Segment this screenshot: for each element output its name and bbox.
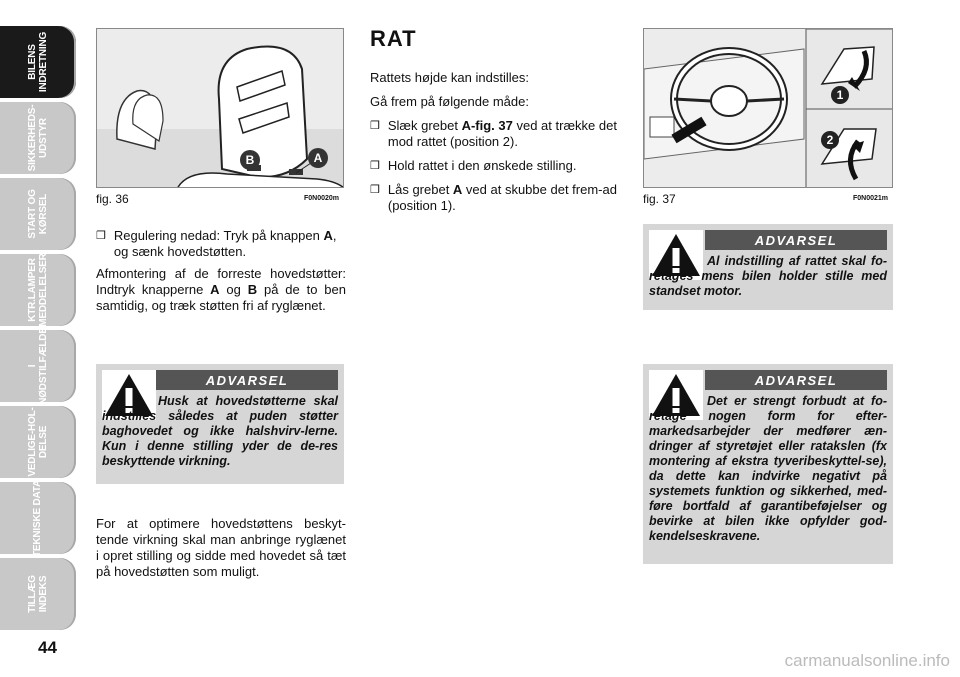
bullet-hold: ❒ Hold rattet i den ønskede stilling.	[370, 158, 577, 173]
warning-text: Al indstilling af rattet skal fo-retages mens bilen holder stille med standset motor.	[649, 254, 887, 298]
para-optimere: For at optimere hovedstøttens beskyt-tende virkning skal man anbringe ryglænet i opret stilling og sidde med hovedet så tæt på hovedstøtten som muligt.	[96, 516, 346, 579]
bullet-box-icon: ❒	[370, 184, 380, 196]
tab-bilens-indretning[interactable]: BILENS INDRETNING	[0, 26, 76, 98]
tab-tekniske-data[interactable]: TEKNISKE DATA	[0, 482, 76, 554]
fig-37-caption: fig. 37	[643, 192, 676, 206]
warning-heading: ADVARSEL	[156, 370, 338, 390]
tab-tillaeg-indeks[interactable]: TILLÆG INDEKS	[0, 558, 76, 630]
bullet-box-icon: ❒	[96, 230, 106, 242]
left-column-text	[96, 228, 346, 314]
label-b: B	[245, 153, 255, 167]
headrest-illustration	[97, 29, 344, 188]
section-heading-rat: RAT	[370, 26, 417, 51]
warning-box-steering-adjust	[643, 224, 893, 310]
warning-text: Det er strengt forbudt at fo-retage nogen form for efter-markedsarbejder der medfører æn-dringer af styretøjet eller ratakslen (fx montering af ekstra tyveribeskyttel-se), da dette kan indvirke negativt på systemets funktion og sikkerhed, med-føre bortfald af garantibeføjelser og bevirke at bilen ikke opfylder god-kendelseskravene.	[649, 394, 887, 543]
label-a: A	[313, 151, 323, 165]
bullet-regulering: ❒ Regulering nedad: Tryk på knappen A, og sænk hovedstøtten.	[96, 228, 337, 259]
bullet-laas: ❒ Lås grebet A ved at skubbe det frem-ad (position 1).	[370, 182, 617, 213]
figure-37-steering	[643, 28, 893, 188]
steering-illustration	[644, 29, 893, 188]
warning-heading: ADVARSEL	[705, 370, 887, 390]
page-number: 44	[38, 638, 57, 657]
tab-vedligeholdelse[interactable]: VEDLIGE-HOL- DELSE	[0, 406, 76, 478]
label-position-2: 2	[826, 133, 834, 147]
tab-start-og-korsel[interactable]: START OG KØRSEL	[0, 178, 76, 250]
fig-37-code: F0N0021m	[853, 195, 889, 202]
label-position-1: 1	[836, 88, 844, 102]
tab-sikkerhedsudstyr[interactable]: SIKKERHEDS- UDSTYR	[0, 102, 76, 174]
warning-heading: ADVARSEL	[705, 230, 887, 250]
warning-text: Husk at hovedstøtterne skal indstilles således at puden støtter baghovedet og ikke halshvirv-lerne. Kun i denne stilling yder de de-res beskyttende virkning.	[102, 394, 338, 468]
tab-nodstilfaelde[interactable]: I NØDSTILFÆLDE	[0, 330, 76, 402]
tab-ktr-lamper[interactable]: KTR.LAMPER MEDDELELSER	[0, 254, 76, 326]
bullet-box-icon: ❒	[370, 160, 380, 172]
bullet-slaek: ❒ Slæk grebet A-fig. 37 ved at trække det mod rattet (position 2).	[370, 118, 617, 149]
warning-box-aftermarket	[643, 364, 893, 564]
fig-36-caption: fig. 36	[96, 192, 129, 206]
fig-36-code: F0N0020m	[304, 195, 340, 202]
middle-column-text: Rattets højde kan indstilles: Gå frem på følgende måde: ❒ Slæk grebet A-fig. 37 ved at trække det mod rattet (position 2). ❒ Hold rattet i den ønskede stilling. ❒ Lås grebet A ved at skubbe det frem-ad (position 1).	[370, 70, 620, 218]
watermark: carmanualsonline.info	[784, 651, 950, 670]
bullet-box-icon: ❒	[370, 120, 380, 132]
warning-box-headrest	[96, 364, 344, 484]
para-afmontering: Afmontering af de forreste hovedstøtter: Indtryk knapperne A og B på de to ben samtidig, og træk støtten fri af ryglænet.	[96, 266, 346, 313]
figure-36-headrest	[96, 28, 344, 188]
